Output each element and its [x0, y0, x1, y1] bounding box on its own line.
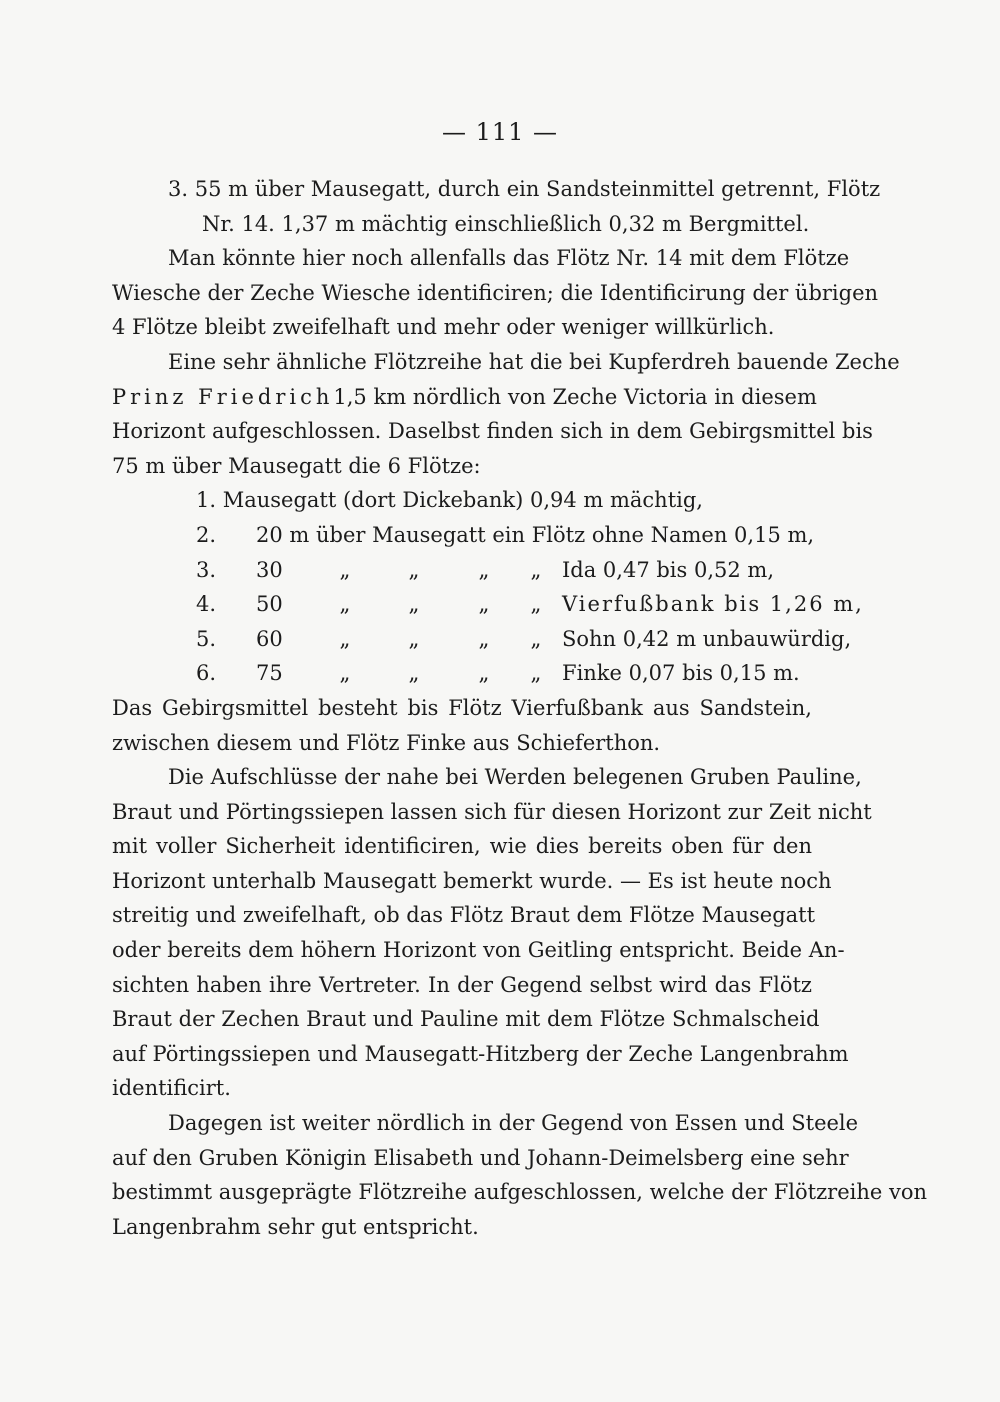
seam-row-depth: 50: [256, 592, 283, 617]
seam-row-1: 1. Mausegatt (dort Dickebank) 0,94 m mächtig,: [196, 488, 703, 513]
para3-line-2: [112, 380, 817, 415]
ditto-mark: „: [530, 626, 542, 651]
para5-line-3: mit voller Sicherheit identificiren, wie dies bereits oben für den: [112, 834, 812, 859]
ditto-mark: „: [408, 557, 420, 582]
para2-line-2: Wiesche der Zeche Wiesche identificiren; die Identificirung der übrigen: [112, 280, 879, 305]
para3-line-3: Horizont aufgeschlossen. Daselbst finden sich in dem Gebirgsmittel bis: [112, 419, 873, 444]
ditto-mark: „: [339, 626, 351, 651]
page-number: — 111 —: [441, 118, 559, 146]
body-text: [112, 172, 928, 1244]
para1-line-1: 3. 55 m über Mausegatt, durch ein Sandsteinmittel getrennt, Flötz: [168, 177, 881, 201]
ditto-mark: „: [408, 626, 420, 651]
para3-line-2-rest: 1,5 km nördlich von Zeche Victoria in diesem: [333, 384, 817, 409]
seam-row-name: Sohn 0,42 m unbauwürdig,: [562, 626, 852, 651]
para5-line-2: Braut und Pörtingssiepen lassen sich für diesen Horizont zur Zeit nicht: [112, 799, 872, 824]
ditto-mark: „: [478, 661, 490, 686]
ditto-mark: „: [408, 661, 420, 686]
seam-row-text: 20 m über Mausegatt ein Flötz ohne Namen 0,15 m,: [256, 522, 815, 547]
seam-row-4: [112, 587, 864, 622]
seam-row-name: Vierfußbank bis 1,26 m,: [562, 592, 864, 617]
ditto-mark: „: [530, 592, 542, 617]
para5-line-7: sichten haben ihre Vertreter. In der Gegend selbst wird das Flötz: [112, 972, 812, 997]
seam-row-name: Ida 0,47 bis 0,52 m,: [562, 557, 774, 582]
seam-row-depth: 30: [256, 557, 283, 582]
seam-row-number: 3.: [196, 557, 217, 582]
seam-row-6: [112, 656, 812, 691]
seam-row-5: [112, 622, 852, 657]
seam-row-2: [112, 518, 815, 553]
seam-list: [112, 483, 864, 691]
para5-line-6: oder bereits dem höhern Horizont von Geitling entspricht. Beide An-: [112, 938, 845, 963]
para6-line-2: auf den Gruben Königin Elisabeth und Johann-Deimelsberg eine sehr: [112, 1145, 849, 1170]
para1-line-2: Nr. 14. 1,37 m mächtig einschließlich 0,32 m Bergmittel.: [202, 211, 810, 236]
seam-row-depth: 60: [256, 626, 283, 651]
ditto-mark: „: [478, 592, 490, 617]
ditto-mark: „: [530, 661, 542, 686]
seam-row-3: [112, 553, 812, 588]
ditto-mark: „: [478, 557, 490, 582]
para5-line-1: Die Aufschlüsse der nahe bei Werden belegenen Gruben Pauline,: [168, 765, 862, 790]
seam-row-name: Finke 0,07 bis 0,15 m.: [562, 661, 800, 686]
para5-line-10: identificirt.: [112, 1076, 231, 1101]
para5-line-5: streitig und zweifelhaft, ob das Flötz Braut dem Flötze Mausegatt: [112, 903, 816, 928]
seam-row-depth: 75: [256, 661, 283, 686]
para6-line-1: Dagegen ist weiter nördlich in der Gegend von Essen und Steele: [168, 1111, 859, 1136]
para4-line-2: zwischen diesem und Flötz Finke aus Schieferthon.: [112, 730, 661, 755]
ditto-mark: „: [408, 592, 420, 617]
para5-line-8: Braut der Zechen Braut und Pauline mit dem Flötze Schmalscheid: [112, 1007, 820, 1032]
para5-line-4: Horizont unterhalb Mausegatt bemerkt wurde. — Es ist heute noch: [112, 868, 832, 893]
ditto-mark: „: [339, 661, 351, 686]
ditto-mark: „: [339, 592, 351, 617]
para2-line-1: Man könnte hier noch allenfalls das Flötz Nr. 14 mit dem Flötze: [168, 246, 850, 271]
ditto-mark: „: [478, 626, 490, 651]
seam-row-number: 6.: [196, 661, 217, 686]
para2-line-3: 4 Flötze bleibt zweifelhaft und mehr oder weniger willkürlich.: [112, 315, 775, 340]
para3-line-4: 75 m über Mausegatt die 6 Flötze:: [112, 453, 481, 478]
para6-line-4: Langenbrahm sehr gut entspricht.: [112, 1214, 479, 1239]
para6-line-3: bestimmt ausgeprägte Flötzreihe aufgeschlossen, welche der Flötzreihe von: [112, 1180, 928, 1205]
mine-name-prinz-friedrich: Prinz Friedrich: [112, 384, 334, 409]
ditto-mark: „: [339, 557, 351, 582]
seam-row-number: 5.: [196, 626, 217, 651]
ditto-mark: „: [530, 557, 542, 582]
seam-row-number: 4.: [196, 592, 217, 617]
para3-line-1: Eine sehr ähnliche Flötzreihe hat die bei Kupferdreh bauende Zeche: [168, 349, 900, 374]
para4-line-1: Das Gebirgsmittel besteht bis Flötz Vierfußbank aus Sandstein,: [112, 695, 812, 720]
para5-line-9: auf Pörtingssiepen und Mausegatt-Hitzberg der Zeche Langenbrahm: [112, 1041, 849, 1066]
seam-row-number: 2.: [196, 522, 217, 547]
